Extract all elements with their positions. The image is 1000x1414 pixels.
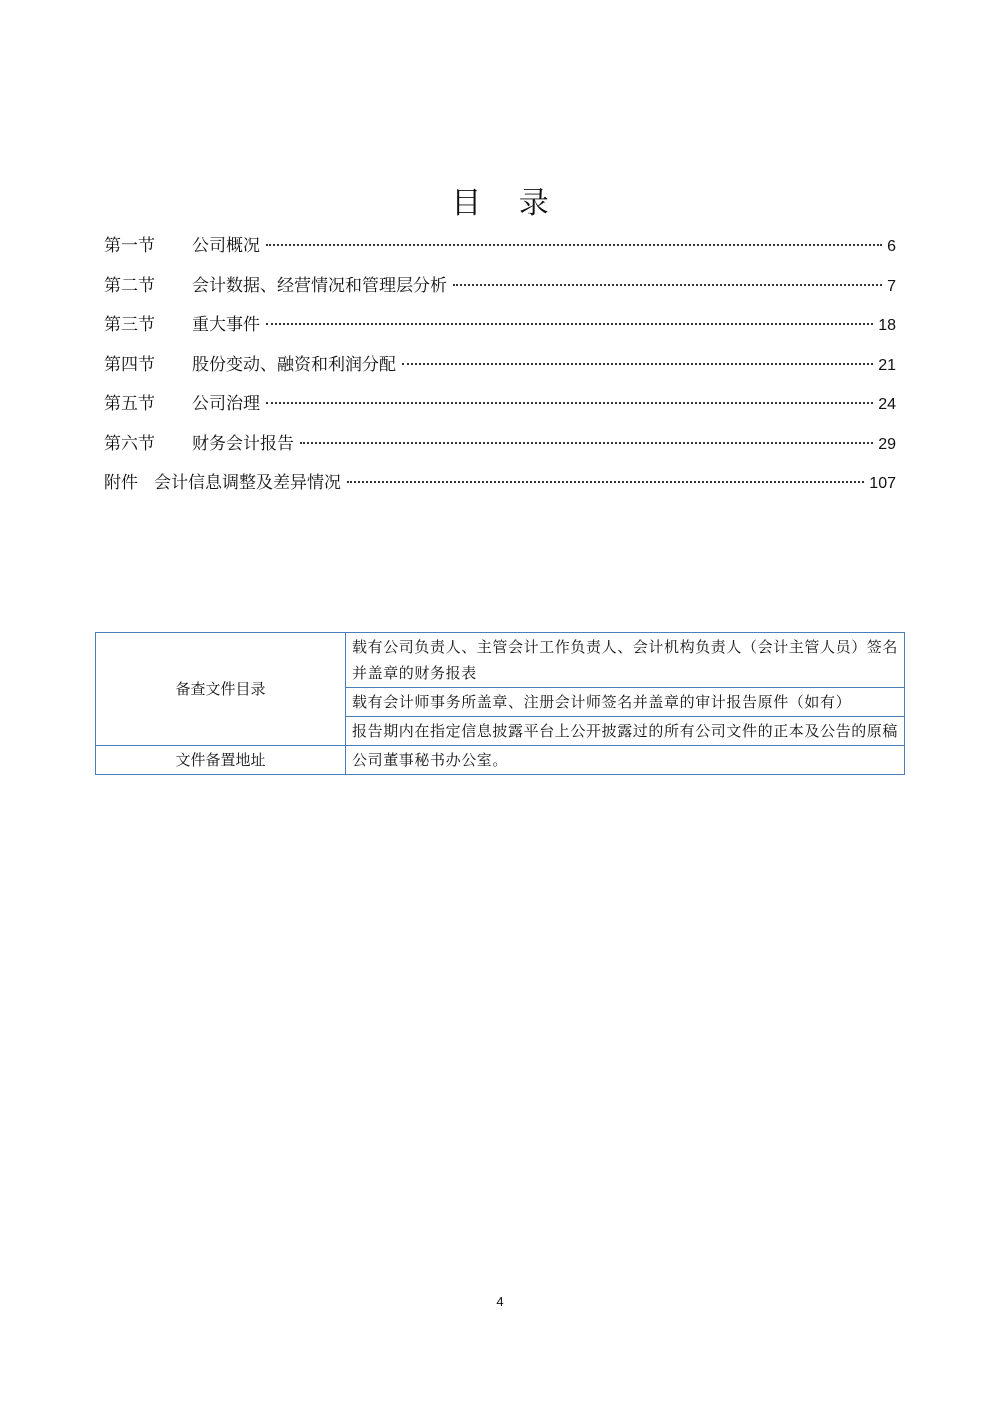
toc-page-number: 7 (887, 277, 896, 295)
toc-entry-6[interactable] (104, 428, 896, 468)
toc-section-label: 第四节 (104, 354, 155, 375)
toc-leader-dots (453, 284, 882, 286)
toc-leader-dots (300, 442, 873, 444)
toc-page-number: 18 (878, 317, 896, 334)
toc-title: 会计数据、经营情况和管理层分析 (192, 275, 447, 296)
toc-section-label: 第一节 (104, 236, 155, 256)
toc-title: 股份变动、融资和利润分配 (192, 354, 396, 375)
document-item-cell: 载有公司负责人、主管会计工作负责人、会计机构负责人（会计主管人员）签名并盖章的财务报表 (346, 633, 905, 688)
toc-entry-5[interactable] (104, 388, 896, 428)
toc-entry-1[interactable] (104, 230, 896, 270)
page-title: 目 录 (451, 186, 563, 221)
document-item-cell: 载有会计师事务所盖章、注册会计师签名并盖章的审计报告原件（如有） (346, 688, 905, 717)
toc-entry-appendix[interactable] (104, 467, 896, 507)
toc-leader-dots (402, 363, 873, 365)
document-item-cell: 报告期内在指定信息披露平台上公开披露过的所有公司文件的正本及公告的原稿 (346, 717, 905, 746)
toc-entry-4[interactable] (104, 349, 896, 389)
toc-entry-2[interactable] (104, 270, 896, 310)
toc-title: 公司治理 (192, 394, 260, 414)
toc-leader-dots (347, 481, 864, 483)
table-row (96, 633, 905, 688)
toc-section-label: 第三节 (104, 315, 155, 335)
toc-section-label: 第二节 (104, 275, 155, 296)
toc-page-number: 107 (869, 475, 896, 492)
toc-page-number: 21 (878, 356, 896, 374)
location-label-cell: 文件备置地址 (96, 746, 346, 775)
toc-leader-dots (266, 323, 873, 325)
toc-title: 重大事件 (192, 315, 260, 335)
reference-documents-table (95, 632, 905, 775)
location-value-cell: 公司董事秘书办公室。 (346, 746, 905, 775)
toc-leader-dots (266, 244, 882, 246)
toc-page-number: 29 (878, 435, 896, 453)
toc-section-label: 附件 (104, 473, 138, 493)
toc-title: 财务会计报告 (192, 433, 294, 454)
toc-section-label: 第五节 (104, 394, 155, 414)
toc-leader-dots (266, 402, 873, 404)
toc-title: 会计信息调整及差异情况 (154, 473, 341, 493)
toc-title: 公司概况 (192, 236, 260, 256)
toc-section-label: 第六节 (104, 433, 155, 454)
toc-page-number: 24 (878, 396, 896, 413)
table-row (96, 746, 905, 775)
documents-label-cell: 备查文件目录 (96, 633, 346, 746)
toc-page-number: 6 (887, 238, 896, 255)
toc-entry-3[interactable] (104, 309, 896, 349)
table-of-contents (104, 230, 896, 507)
page-number: 4 (496, 1294, 504, 1309)
